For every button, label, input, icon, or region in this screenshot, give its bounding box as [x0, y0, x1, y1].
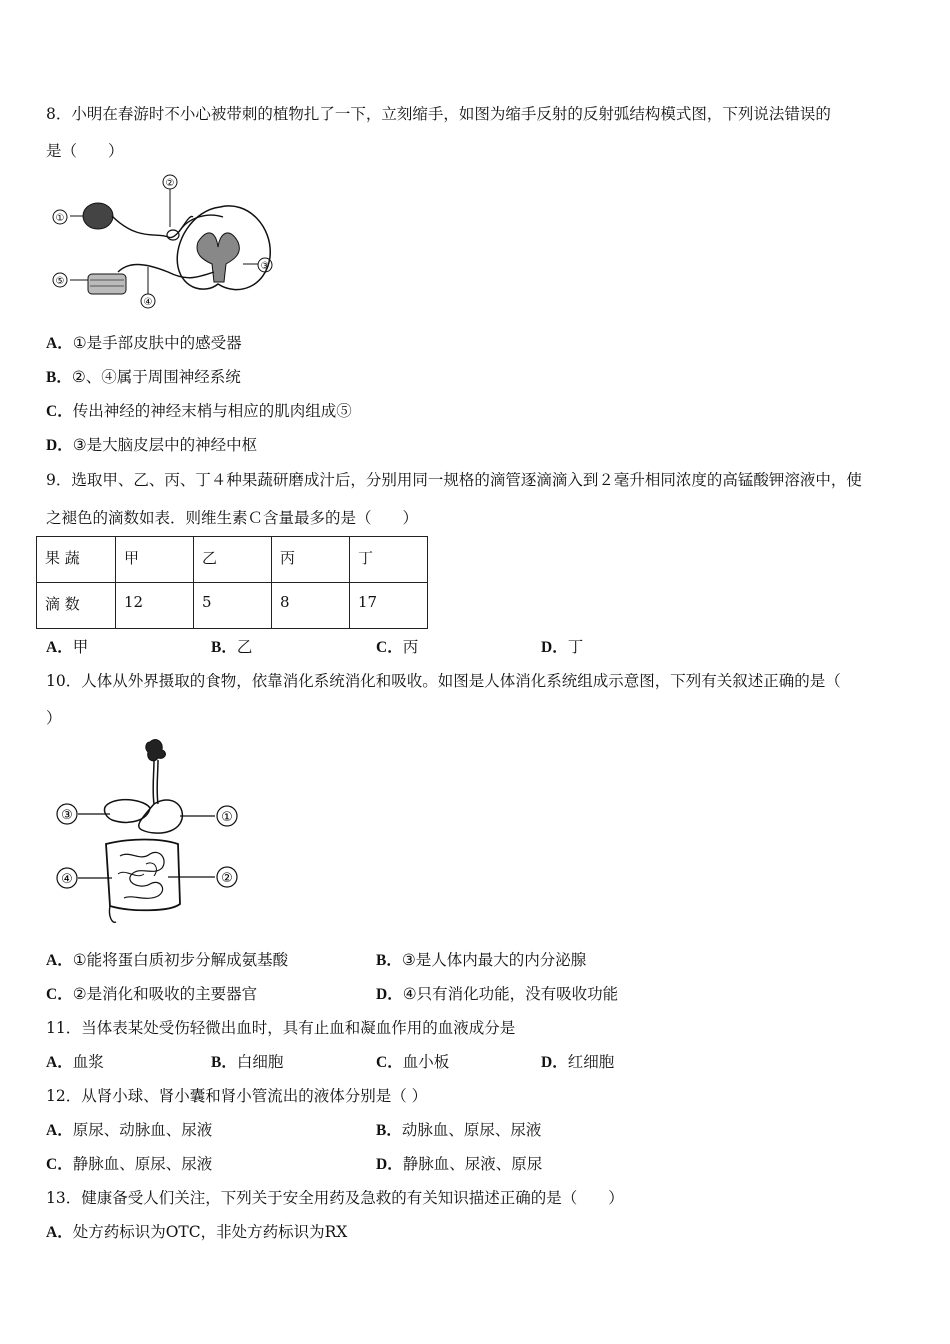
table-cell: 5	[194, 583, 272, 629]
drops-table	[36, 536, 428, 629]
q12-option-d: D．静脉血、尿液、原尿	[376, 1155, 543, 1173]
q9-stem-line1: 9．选取甲、乙、丙、丁４种果蔬研磨成汁后，分别用同一规格的滴管逐滴滴入到２毫升相同浓度的高锰酸钾溶液中，使	[46, 471, 862, 489]
table-cell: 甲	[116, 537, 194, 583]
digestive-system-figure	[50, 734, 245, 934]
q11-option-a: A．血浆	[46, 1053, 104, 1071]
q8-stem-line1: 8．小明在春游时不小心被带刺的植物扎了一下，立刻缩手，如图为缩手反射的反射弧结构模式图，下列说法错误的	[46, 105, 831, 123]
table-cell: 乙	[194, 537, 272, 583]
q9-option-c: C．丙	[376, 638, 419, 656]
q11-stem: 11．当体表某处受伤轻微出血时，具有止血和凝血作用的血液成分是	[46, 1019, 516, 1037]
fig8-label-3: ③	[260, 261, 270, 272]
q13-stem: 13．健康备受人们关注，下列关于安全用药及急救的有关知识描述正确的是（ ）	[46, 1189, 624, 1207]
table-row	[37, 537, 428, 583]
q9-stem-line2: 之褪色的滴数如表．则维生素Ｃ含量最多的是（ ）	[46, 509, 419, 527]
q12-option-c: C．静脉血、原尿、尿液	[46, 1155, 213, 1173]
table-cell: 8	[272, 583, 350, 629]
fig10-label-1: ①	[221, 810, 233, 825]
table-cell: 果 蔬	[37, 537, 116, 583]
fig10-label-4: ④	[61, 872, 73, 887]
q11-option-c: C．血小板	[376, 1053, 450, 1071]
q8-option-b: B．②、④属于周围神经系统	[46, 368, 241, 386]
q10-option-c: C．②是消化和吸收的主要器官	[46, 985, 258, 1003]
fig8-label-4: ④	[143, 297, 153, 308]
q11-option-b: B．白细胞	[211, 1053, 284, 1071]
table-cell: 滴 数	[37, 583, 116, 629]
q12-option-b: B．动脉血、原尿、尿液	[376, 1121, 542, 1139]
q9-option-d: D．丁	[541, 638, 584, 656]
effector-shape	[88, 274, 126, 294]
q8-stem-line2: 是（ ）	[46, 142, 124, 160]
q10-option-b: B．③是人体内最大的内分泌腺	[376, 951, 587, 969]
reflex-arc-figure	[48, 172, 276, 310]
q8-option-d: D．③是大脑皮层中的神经中枢	[46, 436, 258, 454]
table-cell: 17	[350, 583, 428, 629]
q10-stem-line1: 10．人体从外界摄取的食物，依靠消化系统消化和吸收。如图是人体消化系统组成示意图，下列有关叙述正确的是（	[46, 672, 841, 690]
table-cell: 12	[116, 583, 194, 629]
q8-option-a: A．①是手部皮肤中的感受器	[46, 334, 242, 352]
q9-option-a: A．甲	[46, 638, 89, 656]
q9-option-b: B．乙	[211, 638, 253, 656]
q10-option-a: A．①能将蛋白质初步分解成氨基酸	[46, 951, 289, 969]
q10-option-d: D．④只有消化功能，没有吸收功能	[376, 985, 619, 1003]
q11-option-d: D．红细胞	[541, 1053, 615, 1071]
fig8-label-5: ⑤	[55, 276, 65, 287]
receptor-shape	[83, 203, 113, 229]
table-row	[37, 583, 428, 629]
fig8-label-2: ②	[165, 178, 175, 189]
q13-option-a: A．处方药标识为OTC，非处方药标识为RX	[46, 1223, 348, 1241]
fig10-label-3: ③	[61, 808, 73, 823]
fig8-label-1: ①	[55, 213, 65, 224]
table-cell: 丙	[272, 537, 350, 583]
table-cell: 丁	[350, 537, 428, 583]
q10-stem-line2: ）	[46, 709, 62, 727]
fig10-label-2: ②	[221, 871, 233, 886]
q12-stem: 12．从肾小球、肾小囊和肾小管流出的液体分别是（ ）	[46, 1087, 428, 1105]
q12-option-a: A．原尿、动脉血、尿液	[46, 1121, 213, 1139]
liver-shape	[105, 800, 150, 823]
q8-option-c: C．传出神经的神经末梢与相应的肌肉组成⑤	[46, 402, 352, 420]
